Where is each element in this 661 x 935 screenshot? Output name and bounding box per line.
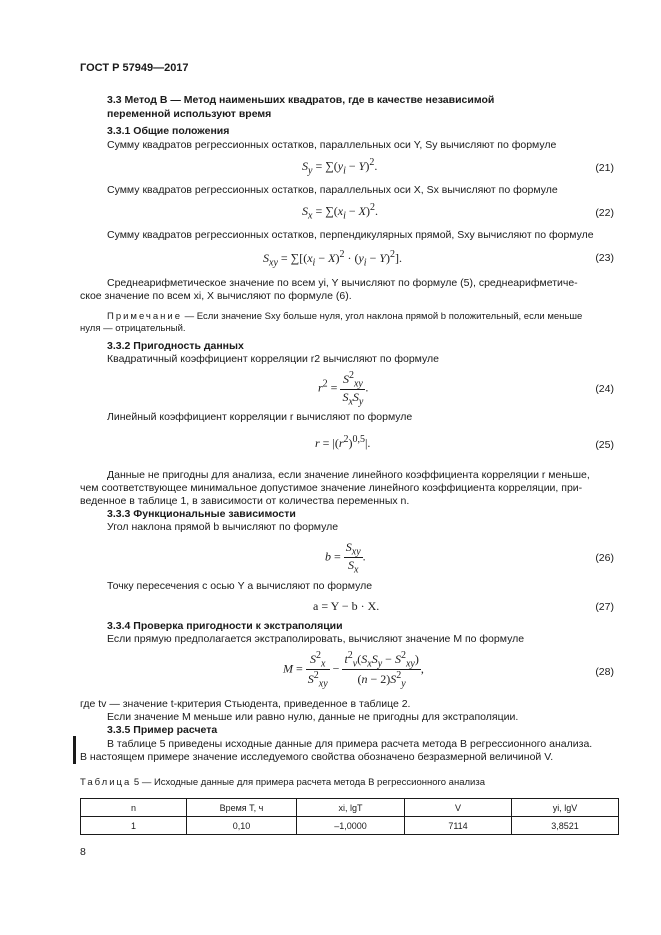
paragraph-r: Линейный коэффициент корреляции r вычисляют по формуле (107, 411, 413, 423)
table-header-row (81, 799, 619, 817)
paragraph-slope: Угол наклона прямой b вычисляют по формуле (107, 521, 339, 533)
paragraph-suitability-line1: Данные не пригодны для анализа, если значение линейного коэффициента корреляции r меньше, (107, 469, 590, 481)
equation-number-21: (21) (595, 162, 614, 174)
paragraph-m-condition: Если значение M меньше или равно нулю, данные не пригодны для экстраполяции. (107, 711, 519, 723)
paragraph-t-criterion: где tv — значение t-критерия Стьюдента, приведенное в таблице 2. (80, 698, 411, 710)
paragraph-mean-line1: Среднеарифметическое значение по всем yi, Y вычисляют по формуле (5), среднеарифметиче- (107, 277, 578, 289)
formula-25: $r = |(r^2)^{0,5}|$. (315, 434, 371, 450)
paragraph-intercept: Точку пересечения с осью Y a вычисляют по формуле (107, 580, 373, 592)
cell-time: 0,10 (187, 817, 297, 835)
paragraph-sy: Сумму квадратов регрессионных остатков, параллельных оси Y, Sy вычисляют по формуле (107, 139, 557, 151)
paragraph-sxy: Сумму квадратов регрессионных остатков, перпендикулярных прямой, Sxy вычисляют по формуле (107, 229, 594, 241)
formula-27: a = Y − b · X. (313, 599, 380, 613)
paragraph-example-line1: В таблице 5 приведены исходные данные для примера расчета метода B регрессионного анализа. (107, 738, 593, 750)
cell-n: 1 (81, 817, 187, 835)
equation-number-26: (26) (595, 552, 614, 564)
paragraph-suitability-line3: веденное в таблице 1, в зависимости от количества переменных n. (80, 495, 410, 507)
table-row (81, 817, 619, 835)
table-5 (80, 798, 619, 835)
paragraph-sx: Сумму квадратов регрессионных остатков, параллельных оси X, Sx вычисляют по формуле (107, 184, 558, 196)
table-caption-text: 5 — Исходные данные для примера расчета метода B регрессионного анализа (133, 777, 485, 788)
note-line2: нуля — отрицательный. (80, 323, 186, 334)
section-3-3-5-title: 3.3.5 Пример расчета (107, 724, 218, 736)
equation-number-23: (23) (595, 252, 614, 264)
table-5-caption (80, 777, 485, 789)
equation-number-25: (25) (595, 439, 614, 451)
document-code: ГОСТ Р 57949—2017 (80, 62, 189, 74)
table-caption-label: Таблица (80, 777, 132, 788)
formula-22: $S_x = \sum(x_i - X)^2$. (302, 202, 379, 222)
equation-number-24: (24) (595, 383, 614, 395)
formula-28: M = $\frac{S^2_x}{S^2_{xy}}$ − $\frac{t^2_v(S_xS_y - S^2_{xy})}{(n - 2)S^2_y}$ , (283, 650, 424, 690)
paragraph-extrapolation: Если прямую предполагается экстраполировать, вычисляют значение M по формуле (107, 633, 525, 645)
cell-yi: 3,8521 (512, 817, 619, 835)
formula-21: $S_y = \sum(y_i - Y)^2$. (302, 157, 378, 177)
equation-number-22: (22) (595, 207, 614, 219)
header-time: Время T, ч (187, 799, 297, 817)
cell-xi: –1,0000 (297, 817, 405, 835)
page-number: 8 (80, 846, 86, 858)
change-bar (73, 736, 76, 764)
formula-23: $S_{xy} = \sum[(x_i - X)^2 \cdot (y_i - Y)^2]$. (263, 249, 403, 269)
section-3-3-title-line1: 3.3 Метод B — Метод наименьших квадратов, где в качестве независимой (107, 94, 495, 106)
note-label: Примечание (107, 311, 182, 322)
equation-number-28: (28) (595, 666, 614, 678)
paragraph-example-line2: В настоящем примере значение исследуемого свойства обозначено безразмерной величиной V. (80, 751, 554, 763)
header-yi: yi, lgV (512, 799, 619, 817)
formula-26: b = $\frac{S_{xy}}{S_x}$ . (325, 540, 366, 576)
note-text: — Если значение Sxy больше нуля, угол наклона прямой b положительный, если меньше (184, 311, 583, 322)
section-3-3-1-title: 3.3.1 Общие положения (107, 125, 230, 137)
header-n: n (81, 799, 187, 817)
section-3-3-title-line2: переменной используют время (107, 108, 272, 120)
paragraph-suitability-line2: чем соответствующее минимальное допустимое значение линейного коэффициента корреляции, при- (80, 482, 583, 494)
formula-24: $r^2$ = $\frac{S^2_{xy}}{S_xS_y}$ . (318, 370, 369, 408)
note-line1 (107, 311, 582, 323)
header-v: V (405, 799, 512, 817)
section-3-3-2-title: 3.3.2 Пригодность данных (107, 340, 244, 352)
equation-number-27: (27) (595, 601, 614, 613)
section-3-3-4-title: 3.3.4 Проверка пригодности к экстраполяции (107, 620, 343, 632)
paragraph-r2: Квадратичный коэффициент корреляции r2 вычисляют по формуле (107, 353, 439, 365)
header-xi: xi, lgT (297, 799, 405, 817)
cell-v: 7114 (405, 817, 512, 835)
paragraph-mean-line2: ское значение по всем xi, X вычисляют по формуле (6). (80, 290, 352, 302)
section-3-3-3-title: 3.3.3 Функциональные зависимости (107, 508, 296, 520)
